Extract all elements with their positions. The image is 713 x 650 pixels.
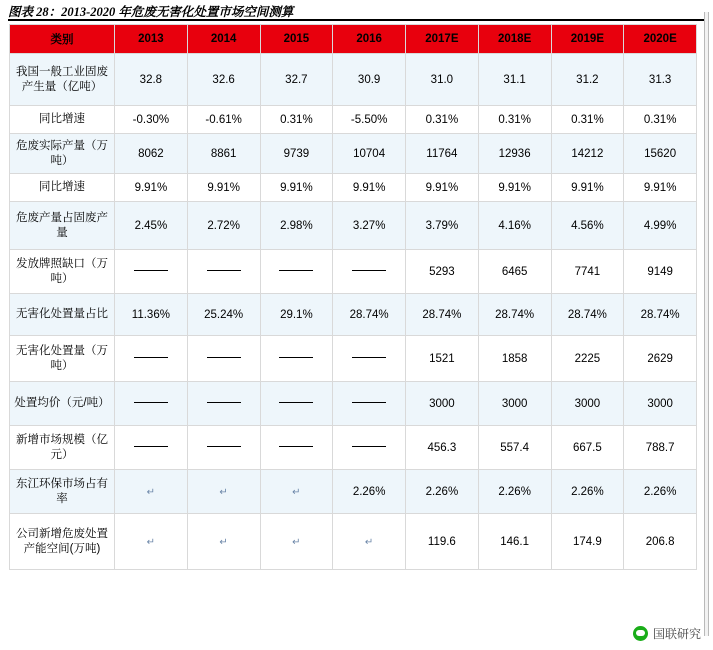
column-header-2017e: 2017E	[406, 25, 479, 54]
table-cell: 0.31%	[478, 106, 551, 134]
table-cell	[115, 382, 188, 426]
row-label: 危废产量占固废产量	[10, 202, 115, 250]
table-cell: 9.91%	[333, 174, 406, 202]
table-cell: 11764	[406, 134, 479, 174]
table-cell: 119.6	[406, 514, 479, 570]
table-cell: 2.45%	[115, 202, 188, 250]
table-cell: 9.91%	[551, 174, 624, 202]
empty-dash-icon	[279, 270, 313, 271]
table-cell: 3000	[624, 382, 697, 426]
table-cell: 2.26%	[624, 470, 697, 514]
table-cell: 31.2	[551, 54, 624, 106]
table-cell: 9.91%	[115, 174, 188, 202]
table-cell: 2.26%	[478, 470, 551, 514]
brand-label: 国联研究	[652, 627, 701, 641]
table-cell	[187, 382, 260, 426]
table-cell: 7741	[551, 250, 624, 294]
row-label: 无害化处置量（万吨）	[10, 336, 115, 382]
table-cell: 25.24%	[187, 294, 260, 336]
column-header-category: 类别	[10, 25, 115, 54]
table-cell: -0.61%	[187, 106, 260, 134]
table-cell: 2.26%	[406, 470, 479, 514]
empty-dash-icon	[352, 446, 386, 447]
table-cell: 15620	[624, 134, 697, 174]
table-cell	[333, 336, 406, 382]
table-header	[10, 25, 697, 54]
empty-dash-icon	[207, 357, 241, 358]
paragraph-mark-icon: ↵	[146, 536, 156, 548]
table-cell: 2.98%	[260, 202, 333, 250]
table-cell	[333, 426, 406, 470]
table-cell	[115, 426, 188, 470]
table-cell: 11.36%	[115, 294, 188, 336]
table-cell: 32.8	[115, 54, 188, 106]
table-cell: 3.27%	[333, 202, 406, 250]
table-cell: 9739	[260, 134, 333, 174]
table-cell: 667.5	[551, 426, 624, 470]
table-cell: 0.31%	[624, 106, 697, 134]
table-cell	[187, 514, 260, 570]
column-header-2019e: 2019E	[551, 25, 624, 54]
table-cell: 28.74%	[333, 294, 406, 336]
table-row	[10, 174, 697, 202]
table-cell: 31.1	[478, 54, 551, 106]
table-cell	[260, 514, 333, 570]
table-cell	[187, 336, 260, 382]
table-cell	[187, 470, 260, 514]
empty-dash-icon	[279, 402, 313, 403]
table-cell: 0.31%	[551, 106, 624, 134]
table-cell: -0.30%	[115, 106, 188, 134]
empty-dash-icon	[207, 402, 241, 403]
table-cell: 9.91%	[187, 174, 260, 202]
table-cell	[333, 382, 406, 426]
paragraph-mark-icon: ↵	[292, 536, 301, 548]
table-row	[10, 250, 697, 294]
paragraph-mark-icon: ↵	[292, 486, 301, 498]
paragraph-mark-icon: ↵	[146, 486, 156, 498]
empty-dash-icon	[134, 402, 168, 403]
table-row	[10, 294, 697, 336]
brand-watermark	[633, 625, 701, 642]
table-cell: 3000	[478, 382, 551, 426]
column-header-2013: 2013	[115, 25, 188, 54]
table-cell: 206.8	[624, 514, 697, 570]
paragraph-mark-icon: ↵	[364, 536, 374, 548]
table-cell: 3.79%	[406, 202, 479, 250]
table-cell: 456.3	[406, 426, 479, 470]
wechat-icon	[633, 626, 648, 641]
table-cell	[333, 514, 406, 570]
table-row	[10, 426, 697, 470]
row-label: 同比增速	[10, 106, 115, 134]
row-label: 发放牌照缺口（万吨）	[10, 250, 115, 294]
table-cell: 1521	[406, 336, 479, 382]
empty-dash-icon	[279, 357, 313, 358]
row-label: 同比增速	[10, 174, 115, 202]
table-cell: 174.9	[551, 514, 624, 570]
table-cell: 2.26%	[551, 470, 624, 514]
table-cell: 788.7	[624, 426, 697, 470]
table-cell	[187, 250, 260, 294]
empty-dash-icon	[134, 446, 168, 447]
table-cell: 2.26%	[333, 470, 406, 514]
empty-dash-icon	[134, 270, 168, 271]
table-cell	[260, 336, 333, 382]
table-cell: 557.4	[478, 426, 551, 470]
table-cell: 0.31%	[406, 106, 479, 134]
table-cell: 14212	[551, 134, 624, 174]
empty-dash-icon	[279, 446, 313, 447]
row-label: 无害化处置量占比	[10, 294, 115, 336]
table-cell: 4.99%	[624, 202, 697, 250]
table-cell: 146.1	[478, 514, 551, 570]
table-cell: 31.3	[624, 54, 697, 106]
row-label: 处置均价（元/吨）	[10, 382, 115, 426]
table-cell: 1858	[478, 336, 551, 382]
table-cell: 3000	[406, 382, 479, 426]
table-cell: 9.91%	[624, 174, 697, 202]
empty-dash-icon	[352, 357, 386, 358]
figure-title-bar	[8, 2, 705, 20]
market-forecast-table	[9, 24, 697, 570]
row-label: 危废实际产量（万吨）	[10, 134, 115, 174]
table-cell: 28.74%	[406, 294, 479, 336]
table-header-row	[10, 25, 697, 54]
column-header-2014: 2014	[187, 25, 260, 54]
table-cell	[260, 250, 333, 294]
table-cell	[115, 250, 188, 294]
table-cell	[333, 250, 406, 294]
empty-dash-icon	[207, 446, 241, 447]
table-cell: 2629	[624, 336, 697, 382]
table-cell: 9.91%	[406, 174, 479, 202]
table-cell: 9149	[624, 250, 697, 294]
row-label: 公司新增危废处置产能空间(万吨)	[10, 514, 115, 570]
table-cell: 4.56%	[551, 202, 624, 250]
data-table-container	[9, 24, 697, 570]
row-label: 我国一般工业固废产生量（亿吨）	[10, 54, 115, 106]
table-cell: 5293	[406, 250, 479, 294]
table-cell: 28.74%	[624, 294, 697, 336]
empty-dash-icon	[207, 270, 241, 271]
table-cell: 6465	[478, 250, 551, 294]
table-cell	[115, 470, 188, 514]
table-cell: 2225	[551, 336, 624, 382]
table-cell: 28.74%	[478, 294, 551, 336]
table-cell: -5.50%	[333, 106, 406, 134]
title-divider	[8, 19, 705, 21]
table-cell: 10704	[333, 134, 406, 174]
table-cell	[115, 514, 188, 570]
table-cell: 0.31%	[260, 106, 333, 134]
table-cell: 31.0	[406, 54, 479, 106]
empty-dash-icon	[352, 402, 386, 403]
table-cell: 9.91%	[478, 174, 551, 202]
table-body	[10, 54, 697, 570]
table-row	[10, 54, 697, 106]
table-cell: 32.7	[260, 54, 333, 106]
column-header-2018e: 2018E	[478, 25, 551, 54]
table-row	[10, 470, 697, 514]
empty-dash-icon	[134, 357, 168, 358]
table-cell: 29.1%	[260, 294, 333, 336]
paragraph-mark-icon: ↵	[219, 486, 228, 498]
table-cell	[260, 470, 333, 514]
table-cell: 9.91%	[260, 174, 333, 202]
table-row	[10, 382, 697, 426]
table-cell: 32.6	[187, 54, 260, 106]
table-cell	[187, 426, 260, 470]
row-label: 新增市场规模（亿元）	[10, 426, 115, 470]
column-header-2015: 2015	[260, 25, 333, 54]
table-row	[10, 514, 697, 570]
paragraph-mark-icon: ↵	[219, 536, 228, 548]
table-cell: 30.9	[333, 54, 406, 106]
page-title: 图表 28：2013-2020 年危废无害化处置市场空间测算	[8, 5, 294, 19]
page-scrollbar[interactable]	[704, 12, 709, 636]
table-cell	[115, 336, 188, 382]
table-row	[10, 202, 697, 250]
column-header-2020e: 2020E	[624, 25, 697, 54]
table-cell	[260, 426, 333, 470]
table-cell: 12936	[478, 134, 551, 174]
table-row	[10, 134, 697, 174]
table-cell	[260, 382, 333, 426]
table-cell: 3000	[551, 382, 624, 426]
table-row	[10, 336, 697, 382]
empty-dash-icon	[352, 270, 386, 271]
table-row	[10, 106, 697, 134]
table-cell: 2.72%	[187, 202, 260, 250]
table-cell: 8861	[187, 134, 260, 174]
table-cell: 4.16%	[478, 202, 551, 250]
row-label: 东江环保市场占有率	[10, 470, 115, 514]
table-cell: 8062	[115, 134, 188, 174]
column-header-2016: 2016	[333, 25, 406, 54]
table-cell: 28.74%	[551, 294, 624, 336]
